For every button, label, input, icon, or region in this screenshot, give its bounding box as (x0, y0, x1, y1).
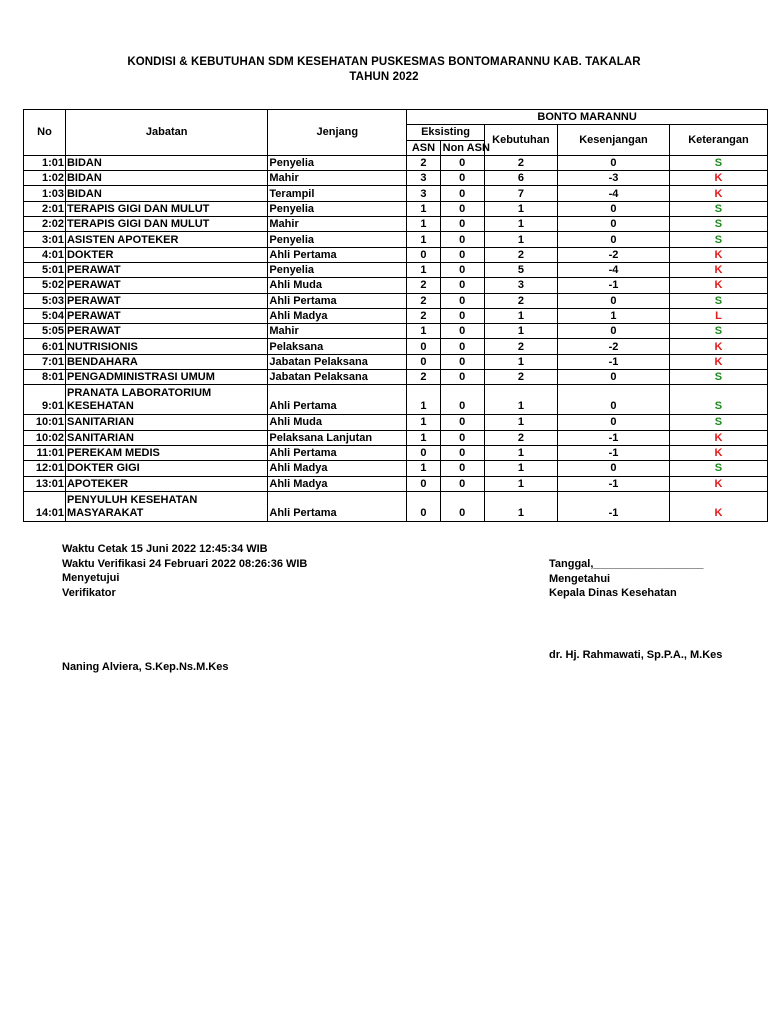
verification-time: Waktu Verifikasi 24 Februari 2022 08:26:36 WIB (62, 557, 308, 570)
cell-kesenjangan: 0 (557, 217, 669, 232)
cell-no: 10:01 (24, 415, 66, 430)
cell-asn: 0 (407, 247, 440, 262)
cell-keterangan: K (669, 262, 767, 277)
cell-kebutuhan: 2 (484, 339, 557, 354)
cell-jabatan: NUTRISIONIS (65, 339, 267, 354)
cell-jenjang: Terampil (268, 186, 407, 201)
table-row (24, 293, 768, 308)
cell-jenjang: Ahli Pertama (268, 293, 407, 308)
cell-kebutuhan: 5 (484, 262, 557, 277)
cell-no: 2:02 (24, 217, 66, 232)
cell-kebutuhan: 1 (484, 476, 557, 491)
cell-jabatan: BENDAHARA (65, 354, 267, 369)
cell-jenjang: Mahir (268, 324, 407, 339)
cell-asn: 0 (407, 339, 440, 354)
cell-jenjang: Penyelia (268, 201, 407, 216)
cell-non-asn: 0 (440, 430, 484, 445)
cell-keterangan: K (669, 186, 767, 201)
head-name: dr. Hj. Rahmawati, Sp.P.A., M.Kes (549, 649, 723, 661)
cell-kebutuhan: 1 (484, 201, 557, 216)
cell-jenjang: Ahli Pertama (268, 445, 407, 460)
cell-jenjang: Penyelia (268, 232, 407, 247)
cell-non-asn: 0 (440, 308, 484, 323)
cell-kesenjangan: -1 (557, 445, 669, 460)
cell-kebutuhan: 2 (484, 155, 557, 170)
cell-kebutuhan: 1 (484, 232, 557, 247)
cell-non-asn: 0 (440, 201, 484, 216)
cell-kebutuhan: 7 (484, 186, 557, 201)
cell-kesenjangan: -1 (557, 354, 669, 369)
cell-jabatan: ASISTEN APOTEKER (65, 232, 267, 247)
cell-kebutuhan: 1 (484, 461, 557, 476)
cell-asn: 2 (407, 293, 440, 308)
cell-jenjang: Ahli Pertama (268, 247, 407, 262)
cell-jabatan: PENYULUH KESEHATAN MASYARAKAT (65, 491, 267, 521)
cell-no: 9:01 (24, 385, 66, 415)
table-row (24, 308, 768, 323)
cell-keterangan: S (669, 385, 767, 415)
cell-jenjang: Penyelia (268, 155, 407, 170)
cell-no: 12:01 (24, 461, 66, 476)
table-row (24, 354, 768, 369)
cell-no: 3:01 (24, 232, 66, 247)
cell-asn: 1 (407, 232, 440, 247)
cell-asn: 0 (407, 476, 440, 491)
cell-no: 2:01 (24, 201, 66, 216)
cell-non-asn: 0 (440, 370, 484, 385)
cell-keterangan: K (669, 430, 767, 445)
cell-kesenjangan: 0 (557, 370, 669, 385)
table-row (24, 171, 768, 186)
cell-asn: 1 (407, 415, 440, 430)
table-row (24, 385, 768, 415)
cell-kesenjangan: 0 (557, 232, 669, 247)
cell-asn: 1 (407, 385, 440, 415)
cell-kesenjangan: 0 (557, 155, 669, 170)
cell-kebutuhan: 1 (484, 415, 557, 430)
header-jenjang: Jenjang (268, 110, 407, 156)
cell-keterangan: K (669, 278, 767, 293)
cell-non-asn: 0 (440, 171, 484, 186)
print-time: Waktu Cetak 15 Juni 2022 12:45:34 WIB (62, 543, 268, 555)
cell-kesenjangan: -1 (557, 476, 669, 491)
cell-non-asn: 0 (440, 339, 484, 354)
footer-left (62, 542, 307, 600)
cell-keterangan: K (669, 171, 767, 186)
header-unit: BONTO MARANNU (407, 110, 768, 125)
cell-asn: 2 (407, 155, 440, 170)
table-row (24, 217, 768, 232)
cell-non-asn: 0 (440, 354, 484, 369)
cell-jabatan: PERAWAT (65, 278, 267, 293)
cell-no: 11:01 (24, 445, 66, 460)
cell-jabatan: PRANATA LABORATORIUM KESEHATAN (65, 385, 267, 415)
cell-no: 4:01 (24, 247, 66, 262)
cell-jenjang: Jabatan Pelaksana (268, 354, 407, 369)
cell-kesenjangan: 0 (557, 415, 669, 430)
cell-jabatan: PERAWAT (65, 308, 267, 323)
header-kesenjangan: Kesenjangan (557, 125, 669, 156)
table-row (24, 247, 768, 262)
cell-non-asn: 0 (440, 262, 484, 277)
table-row (24, 232, 768, 247)
cell-no: 5:05 (24, 324, 66, 339)
cell-jabatan: PEREKAM MEDIS (65, 445, 267, 460)
table-row (24, 476, 768, 491)
cell-no: 14:01 (24, 491, 66, 521)
cell-kebutuhan: 1 (484, 354, 557, 369)
acknowledge-label: Mengetahui (549, 572, 611, 585)
cell-non-asn: 0 (440, 476, 484, 491)
cell-jabatan: DOKTER (65, 247, 267, 262)
table-body (24, 155, 768, 521)
cell-kesenjangan: -4 (557, 262, 669, 277)
cell-non-asn: 0 (440, 247, 484, 262)
cell-jabatan: PERAWAT (65, 293, 267, 308)
cell-jabatan: BIDAN (65, 155, 267, 170)
cell-kesenjangan: 1 (557, 308, 669, 323)
cell-jenjang: Mahir (268, 171, 407, 186)
cell-kebutuhan: 1 (484, 491, 557, 521)
cell-jabatan: PERAWAT (65, 262, 267, 277)
cell-jabatan: TERAPIS GIGI DAN MULUT (65, 217, 267, 232)
sdm-table (23, 109, 768, 522)
cell-jabatan: APOTEKER (65, 476, 267, 491)
header-kebutuhan: Kebutuhan (484, 125, 557, 156)
cell-non-asn: 0 (440, 415, 484, 430)
cell-kebutuhan: 3 (484, 278, 557, 293)
cell-non-asn: 0 (440, 385, 484, 415)
cell-jenjang: Ahli Madya (268, 308, 407, 323)
head-title: Kepala Dinas Kesehatan (549, 587, 677, 600)
cell-no: 1:03 (24, 186, 66, 201)
cell-jabatan: BIDAN (65, 186, 267, 201)
cell-jenjang: Ahli Madya (268, 476, 407, 491)
table-row (24, 415, 768, 430)
cell-kebutuhan: 2 (484, 293, 557, 308)
table-row (24, 339, 768, 354)
table-row (24, 461, 768, 476)
cell-jenjang: Penyelia (268, 262, 407, 277)
cell-keterangan: K (669, 354, 767, 369)
cell-no: 5:02 (24, 278, 66, 293)
cell-no: 10:02 (24, 430, 66, 445)
header-asn: ASN (407, 140, 440, 155)
cell-jenjang: Ahli Muda (268, 278, 407, 293)
cell-asn: 0 (407, 491, 440, 521)
cell-keterangan: K (669, 491, 767, 521)
cell-kesenjangan: -3 (557, 171, 669, 186)
cell-no: 13:01 (24, 476, 66, 491)
cell-kebutuhan: 2 (484, 370, 557, 385)
table-row (24, 445, 768, 460)
table-row (24, 155, 768, 170)
cell-asn: 1 (407, 201, 440, 216)
cell-asn: 1 (407, 324, 440, 339)
cell-kebutuhan: 1 (484, 445, 557, 460)
cell-keterangan: S (669, 324, 767, 339)
table-row (24, 430, 768, 445)
cell-no: 1:02 (24, 171, 66, 186)
cell-jenjang: Pelaksana Lanjutan (268, 430, 407, 445)
cell-asn: 2 (407, 308, 440, 323)
cell-kebutuhan: 2 (484, 247, 557, 262)
cell-kesenjangan: 0 (557, 293, 669, 308)
cell-non-asn: 0 (440, 232, 484, 247)
cell-asn: 3 (407, 186, 440, 201)
cell-asn: 0 (407, 354, 440, 369)
cell-jenjang: Pelaksana (268, 339, 407, 354)
cell-jabatan: PENGADMINISTRASI UMUM (65, 370, 267, 385)
cell-asn: 2 (407, 278, 440, 293)
cell-keterangan: S (669, 370, 767, 385)
cell-asn: 1 (407, 461, 440, 476)
cell-kesenjangan: -4 (557, 186, 669, 201)
cell-keterangan: S (669, 232, 767, 247)
cell-no: 5:03 (24, 293, 66, 308)
table-row (24, 262, 768, 277)
cell-non-asn: 0 (440, 278, 484, 293)
table-row (24, 186, 768, 201)
cell-keterangan: K (669, 339, 767, 354)
cell-kebutuhan: 1 (484, 324, 557, 339)
document-title: KONDISI & KEBUTUHAN SDM KESEHATAN PUSKESMAS BONTOMARANNU KAB. TAKALAR (127, 56, 641, 68)
cell-keterangan: S (669, 415, 767, 430)
cell-jenjang: Jabatan Pelaksana (268, 370, 407, 385)
cell-kebutuhan: 1 (484, 308, 557, 323)
cell-kebutuhan: 1 (484, 385, 557, 415)
footer-right (549, 557, 704, 601)
header-keterangan: Keterangan (669, 125, 767, 156)
header-jabatan: Jabatan (65, 110, 267, 156)
verifier-label: Verifikator (62, 586, 116, 599)
cell-jabatan: SANITARIAN (65, 415, 267, 430)
document-year: TAHUN 2022 (349, 71, 419, 83)
cell-no: 5:04 (24, 308, 66, 323)
verifier-name: Naning Alviera, S.Kep.Ns.M.Kes (62, 661, 229, 673)
cell-no: 6:01 (24, 339, 66, 354)
header-no: No (24, 110, 66, 156)
header-eksisting: Eksisting (407, 125, 485, 140)
table-row (24, 201, 768, 216)
cell-no: 5:01 (24, 262, 66, 277)
cell-keterangan: S (669, 217, 767, 232)
cell-kesenjangan: -1 (557, 430, 669, 445)
cell-non-asn: 0 (440, 217, 484, 232)
table-row (24, 491, 768, 521)
cell-asn: 3 (407, 171, 440, 186)
cell-jabatan: TERAPIS GIGI DAN MULUT (65, 201, 267, 216)
cell-no: 7:01 (24, 354, 66, 369)
cell-kesenjangan: -2 (557, 339, 669, 354)
cell-kesenjangan: 0 (557, 201, 669, 216)
cell-kesenjangan: -1 (557, 491, 669, 521)
table-row (24, 278, 768, 293)
cell-non-asn: 0 (440, 155, 484, 170)
date-field: Tanggal,__________________ (549, 558, 704, 570)
cell-non-asn: 0 (440, 445, 484, 460)
cell-keterangan: S (669, 155, 767, 170)
cell-non-asn: 0 (440, 186, 484, 201)
cell-kesenjangan: 0 (557, 324, 669, 339)
cell-non-asn: 0 (440, 491, 484, 521)
cell-jenjang: Mahir (268, 217, 407, 232)
cell-asn: 0 (407, 445, 440, 460)
cell-asn: 1 (407, 430, 440, 445)
cell-kebutuhan: 2 (484, 430, 557, 445)
cell-keterangan: K (669, 445, 767, 460)
cell-jabatan: BIDAN (65, 171, 267, 186)
cell-kesenjangan: -2 (557, 247, 669, 262)
cell-jabatan: PERAWAT (65, 324, 267, 339)
cell-kebutuhan: 1 (484, 217, 557, 232)
cell-asn: 1 (407, 217, 440, 232)
cell-jabatan: SANITARIAN (65, 430, 267, 445)
cell-keterangan: S (669, 201, 767, 216)
cell-jenjang: Ahli Madya (268, 461, 407, 476)
cell-kesenjangan: -1 (557, 278, 669, 293)
cell-kebutuhan: 6 (484, 171, 557, 186)
table-row (24, 324, 768, 339)
cell-jenjang: Ahli Pertama (268, 491, 407, 521)
cell-keterangan: L (669, 308, 767, 323)
cell-jenjang: Ahli Pertama (268, 385, 407, 415)
cell-kesenjangan: 0 (557, 461, 669, 476)
cell-asn: 2 (407, 370, 440, 385)
cell-keterangan: K (669, 476, 767, 491)
cell-no: 1:01 (24, 155, 66, 170)
cell-jabatan: DOKTER GIGI (65, 461, 267, 476)
header-non-asn: Non ASN (440, 140, 484, 155)
cell-kesenjangan: 0 (557, 385, 669, 415)
cell-non-asn: 0 (440, 324, 484, 339)
cell-asn: 1 (407, 262, 440, 277)
cell-keterangan: S (669, 293, 767, 308)
cell-non-asn: 0 (440, 293, 484, 308)
cell-keterangan: S (669, 461, 767, 476)
cell-no: 8:01 (24, 370, 66, 385)
cell-jenjang: Ahli Muda (268, 415, 407, 430)
cell-keterangan: K (669, 247, 767, 262)
approval-label: Menyetujui (62, 572, 120, 585)
cell-non-asn: 0 (440, 461, 484, 476)
table-row (24, 370, 768, 385)
